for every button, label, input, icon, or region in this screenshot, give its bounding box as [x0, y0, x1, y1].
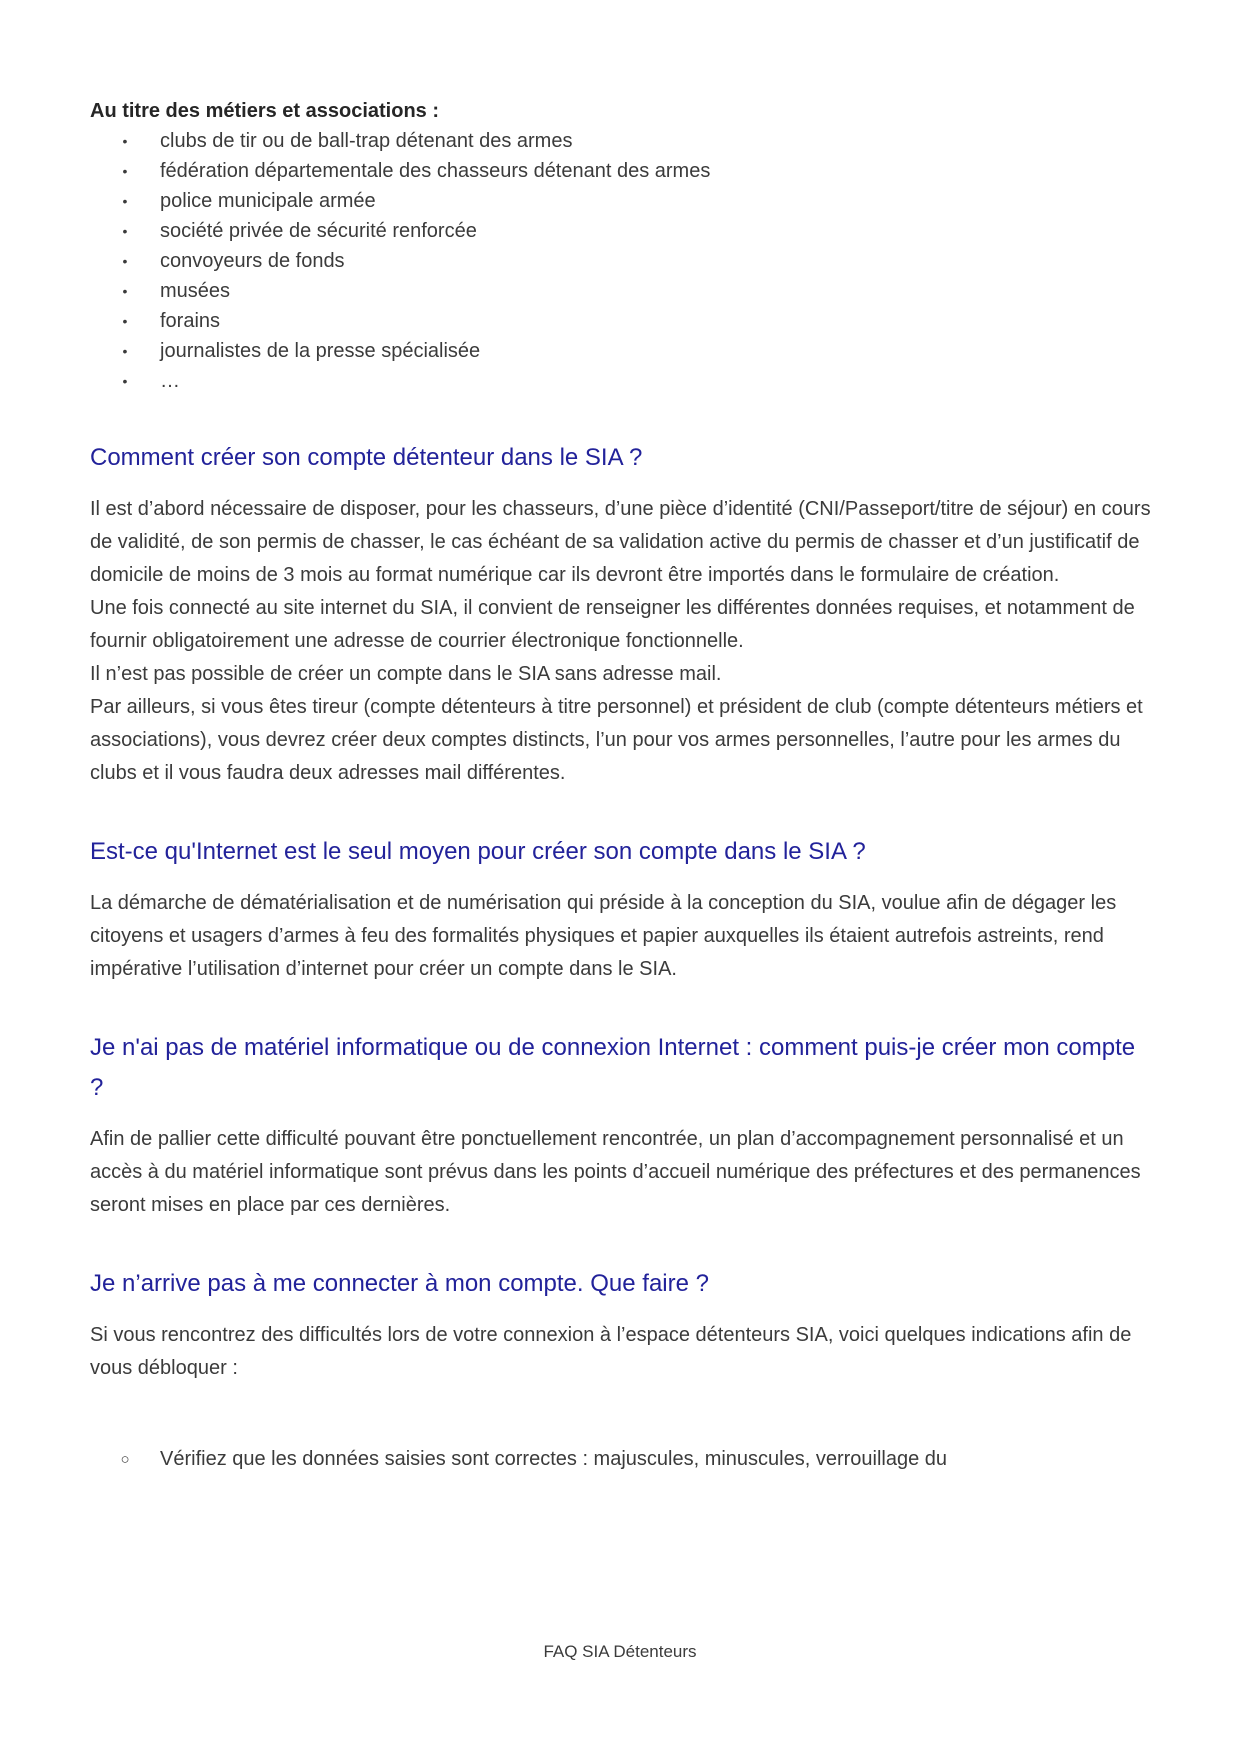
section-heading: Je n'ai pas de matériel informatique ou de connexion Internet : comment puis-je créer mon compte ?	[90, 1034, 1136, 1101]
paragraph: Par ailleurs, si vous êtes tireur (compte détenteurs à titre personnel) et président de club (compte détenteurs métiers et associations), vous devrez créer deux comptes distincts, l’un pour vos armes personnelles, l’autre pour les armes du clubs et il vous faudra deux adresses mail différentes.	[90, 696, 1143, 784]
paragraph: Si vous rencontrez des difficultés lors de votre connexion à l’espace détenteurs SIA, voici quelques indications afin de vous débloquer :	[90, 1324, 1132, 1379]
bullet-icon: •	[122, 313, 128, 329]
faq-section	[90, 1028, 1155, 1222]
bullet-icon: •	[122, 163, 128, 179]
list-item	[90, 126, 1155, 156]
list-item-label: convoyeurs de fonds	[160, 250, 345, 272]
section-heading: Comment créer son compte détenteur dans le SIA ?	[90, 444, 643, 471]
list-item	[90, 216, 1155, 246]
list-item	[90, 276, 1155, 306]
list-item	[90, 306, 1155, 336]
list-item-label: Vérifiez que les données saisies sont correctes : majuscules, minuscules, verrouillage du	[160, 1448, 948, 1470]
list-item	[90, 246, 1155, 276]
bullet-icon: •	[122, 133, 128, 149]
intro-bullet-list	[90, 126, 1155, 396]
section-heading: Je n’arrive pas à me connecter à mon compte. Que faire ?	[90, 1270, 709, 1297]
list-item-label: …	[160, 370, 180, 392]
paragraph: Une fois connecté au site internet du SIA, il convient de renseigner les différentes données requises, et notamment de fournir obligatoirement une adresse de courrier électronique fonctionnelle.	[90, 597, 1135, 652]
list-item-label: forains	[160, 310, 221, 332]
list-item	[90, 366, 1155, 396]
paragraph: Il est d’abord nécessaire de disposer, pour les chasseurs, d’une pièce d’identité (CNI/Passeport/titre de séjour) en cours de validité, de son permis de chasser, le cas échéant de sa validation active du permis de chasser et d’un justificatif de domicile de moins de 3 mois au format numérique car ils devront être importés dans le formulaire de création.	[90, 498, 1151, 586]
section-heading: Est-ce qu'Internet est le seul moyen pour créer son compte dans le SIA ?	[90, 838, 866, 865]
list-item	[90, 186, 1155, 216]
intro-title: Au titre des métiers et associations :	[90, 100, 440, 122]
bullet-icon: •	[122, 253, 128, 269]
bullet-icon: •	[122, 283, 128, 299]
list-item-label: société privée de sécurité renforcée	[160, 220, 477, 242]
list-item-label: police municipale armée	[160, 190, 376, 212]
paragraph: La démarche de dématérialisation et de numérisation qui préside à la conception du SIA, voulue afin de dégager les citoyens et usagers d’armes à feu des formalités physiques et papier auxquelles ils étaient autrefois astreints, rend impérative l’utilisation d’internet pour créer un compte dans le SIA.	[90, 892, 1117, 980]
paragraph: Afin de pallier cette difficulté pouvant être ponctuellement rencontrée, un plan d’accompagnement personnalisé et un accès à du matériel informatique sont prévus dans les points d’accueil numérique des préfectures et des permanences seront mises en place par ces dernières.	[90, 1128, 1141, 1216]
list-item-label: fédération départementale des chasseurs détenant des armes	[160, 160, 711, 182]
list-item-label: journalistes de la presse spécialisée	[160, 340, 481, 362]
bullet-icon: •	[122, 373, 128, 389]
faq-section	[90, 832, 1155, 986]
bullet-icon: •	[122, 193, 128, 209]
list-item-label: musées	[160, 280, 231, 302]
list-item-label: clubs de tir ou de ball-trap détenant des armes	[160, 130, 573, 152]
bullet-icon: •	[122, 223, 128, 239]
list-item	[90, 336, 1155, 366]
circle-list-item	[90, 1443, 1155, 1476]
circle-bullet-icon: ○	[120, 1451, 130, 1468]
faq-section	[90, 438, 1155, 790]
bullet-icon: •	[122, 343, 128, 359]
paragraph: Il n’est pas possible de créer un compte dans le SIA sans adresse mail.	[90, 663, 722, 685]
page-footer: FAQ SIA Détenteurs	[543, 1642, 697, 1661]
faq-section	[90, 1264, 1155, 1476]
list-item	[90, 156, 1155, 186]
